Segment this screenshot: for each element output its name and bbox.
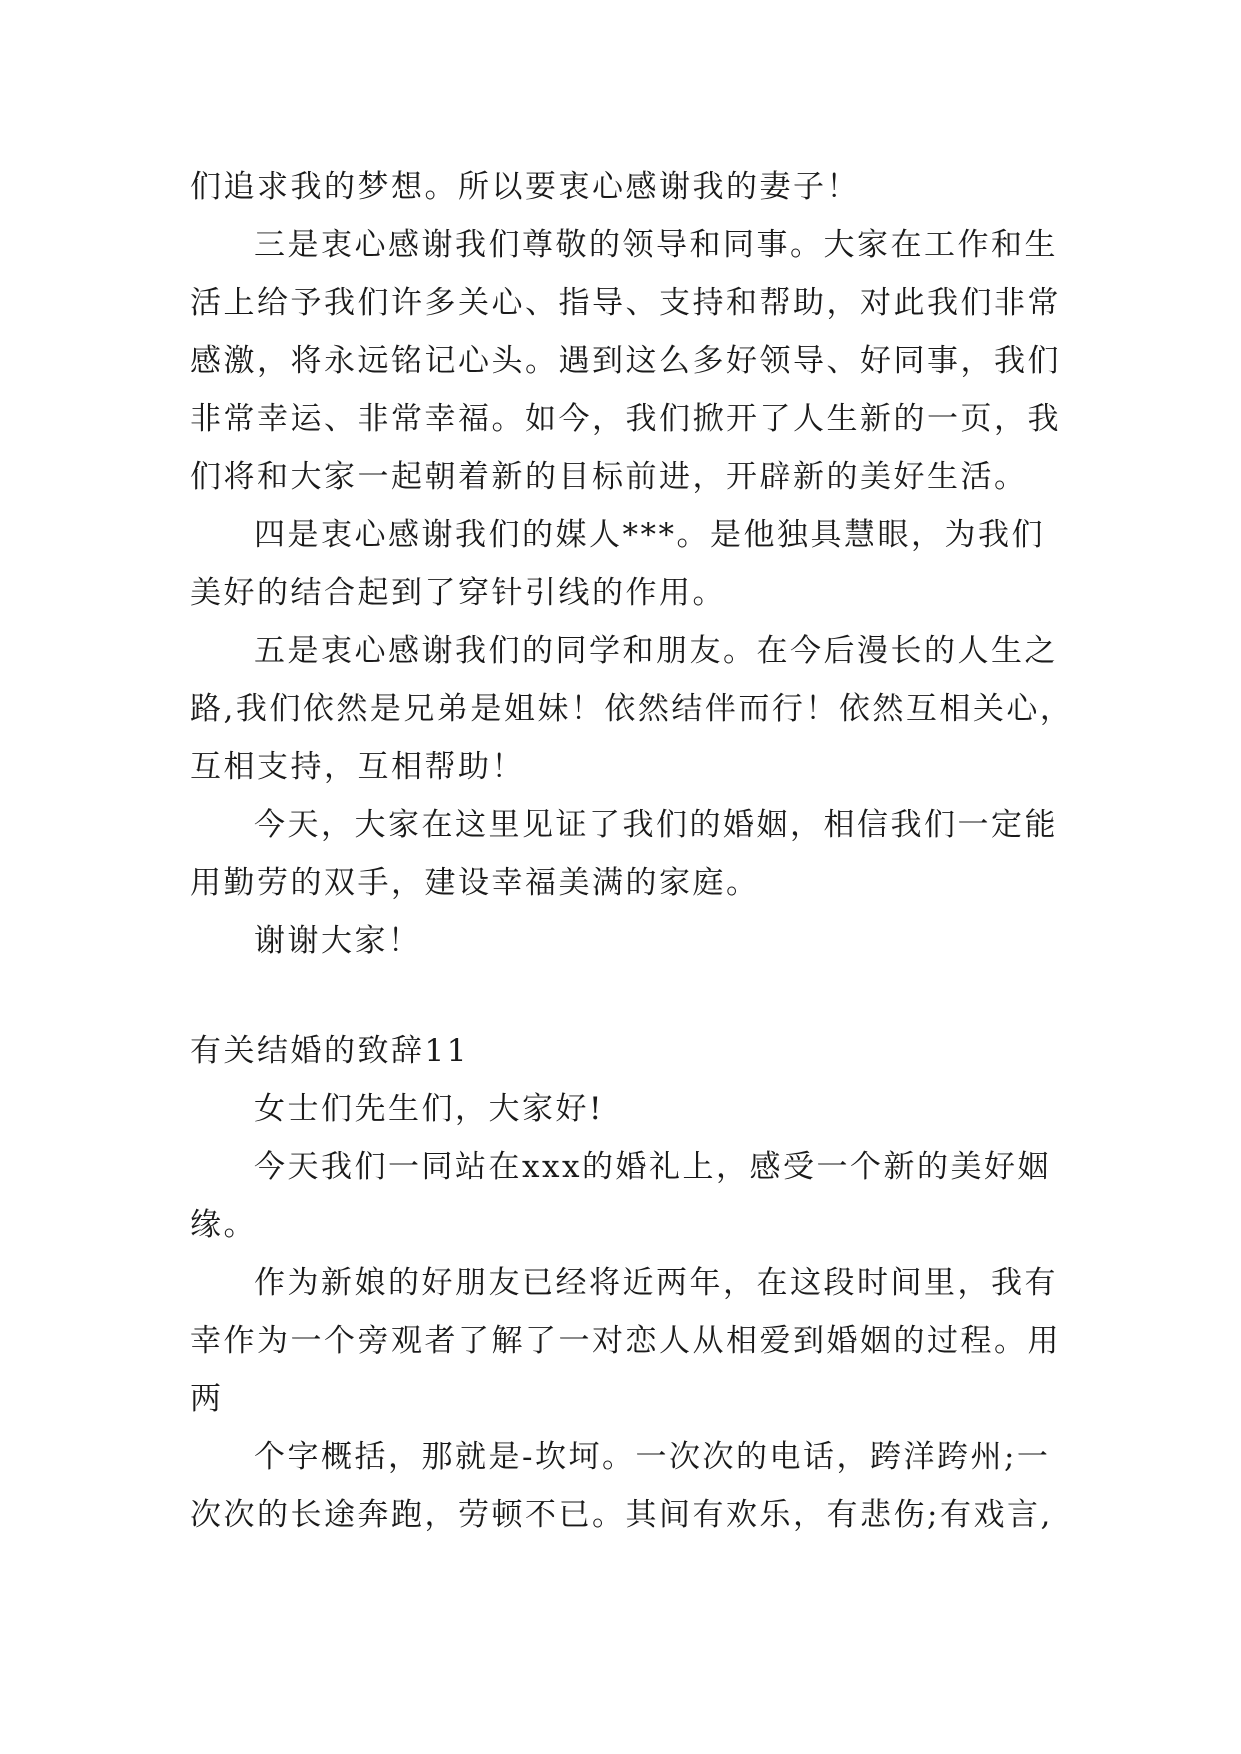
paragraph-line: 们将和大家一起朝着新的目标前进，开辟新的美好生活。	[190, 459, 1028, 495]
paragraph-line: 个字概括，那就是-坎坷。一次次的电话，跨洋跨州;一	[254, 1439, 1051, 1475]
paragraph-line: 四是衷心感谢我们的媒人***。是他独具慧眼，为我们	[254, 517, 1045, 553]
paragraph-line: 美好的结合起到了穿针引线的作用。	[190, 575, 726, 611]
paragraph-line: 作为新娘的好朋友已经将近两年，在这段时间里，我有	[254, 1265, 1058, 1301]
section-heading: 有关结婚的致辞11	[190, 1033, 469, 1069]
paragraph-line: 非常幸运、非常幸福。如今，我们掀开了人生新的一页，我	[190, 401, 1061, 437]
paragraph-line: 缘。	[190, 1207, 257, 1243]
paragraph-line: 用勤劳的双手，建设幸福美满的家庭。	[190, 865, 760, 901]
paragraph-line: 今天我们一同站在xxx的婚礼上，感受一个新的美好姻	[254, 1149, 1051, 1185]
paragraph-line: 次次的长途奔跑，劳顿不已。其间有欢乐，有悲伤;有戏言,	[190, 1497, 1053, 1533]
paragraph-line: 们追求我的梦想。所以要衷心感谢我的妻子！	[190, 169, 860, 205]
paragraph-line: 幸作为一个旁观者了解了一对恋人从相爱到婚姻的过程。用	[190, 1323, 1061, 1359]
paragraph-line: 三是衷心感谢我们尊敬的领导和同事。大家在工作和生	[254, 227, 1058, 263]
paragraph-line: 两	[190, 1381, 224, 1417]
paragraph-line: 感激，将永远铭记心头。遇到这么多好领导、好同事，我们	[190, 343, 1061, 379]
paragraph-line: 今天，大家在这里见证了我们的婚姻，相信我们一定能	[254, 807, 1058, 843]
paragraph-line: 活上给予我们许多关心、指导、支持和帮助，对此我们非常	[190, 285, 1061, 321]
paragraph-line: 路,我们依然是兄弟是姐妹！依然结伴而行！依然互相关心，	[190, 691, 1074, 727]
paragraph-line: 互相支持，互相帮助！	[190, 749, 525, 785]
paragraph-line: 谢谢大家！	[254, 923, 422, 959]
document-body	[190, 158, 1074, 1544]
section-gap	[190, 970, 1052, 1022]
paragraph-line: 女士们先生们，大家好!	[254, 1091, 604, 1127]
paragraph-line: 五是衷心感谢我们的同学和朋友。在今后漫长的人生之	[254, 633, 1058, 669]
